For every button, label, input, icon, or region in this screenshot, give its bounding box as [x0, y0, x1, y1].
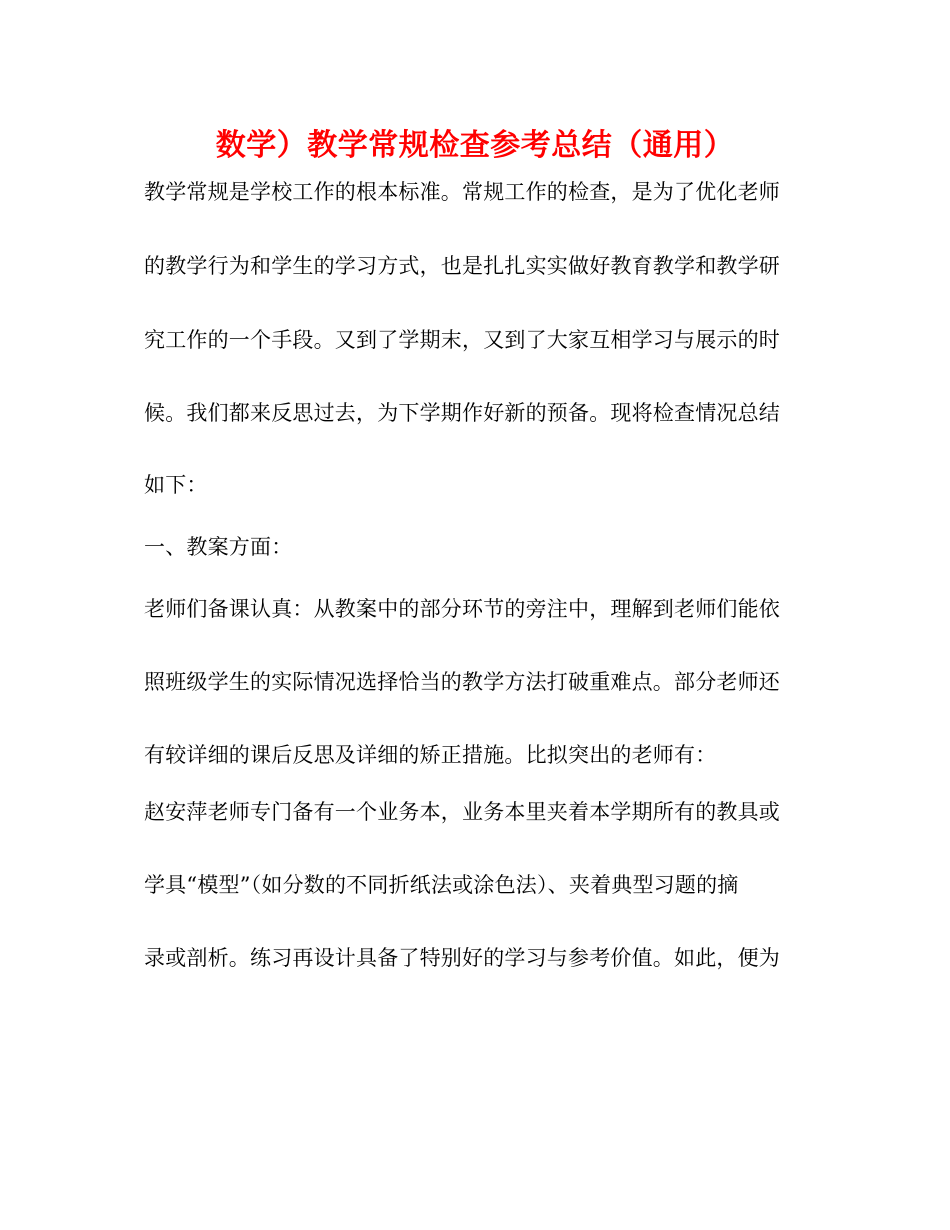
paragraph-line: 的教学行为和学生的学习方式，也是扎扎实实做好教育教学和教学研: [144, 254, 780, 278]
paragraph-line: 老师们备课认真：从教案中的部分环节的旁注中，理解到老师们能依: [144, 597, 780, 621]
paragraph-line: 究工作的一个手段。又到了学期末，又到了大家互相学习与展示的时: [144, 328, 780, 352]
section-heading: 一、教案方面：: [144, 535, 293, 559]
paragraph-line: 教学常规是学校工作的根本标准。常规工作的检查，是为了优化老师: [144, 180, 780, 204]
paragraph-line: 录或剖析。练习再设计具备了特别好的学习与参考价值。如此，便为: [144, 946, 780, 970]
paragraph-line: 有较详细的课后反思及详细的矫正措施。比拟突出的老师有：: [144, 743, 717, 767]
paragraph-line: 如下：: [144, 473, 208, 497]
paragraph-line: 学具“模型”（如分数的不同折纸法或涂色法）、夹着典型习题的摘: [144, 873, 739, 897]
document-title: 数学）教学常规检查参考总结（通用）: [215, 128, 735, 163]
paragraph-line: 赵安萍老师专门备有一个业务本，业务本里夹着本学期所有的教具或: [144, 800, 780, 824]
paragraph-line: 候。我们都来反思过去，为下学期作好新的预备。现将检查情况总结: [144, 401, 780, 425]
paragraph-line: 照班级学生的实际情况选择恰当的教学方法打破重难点。部分老师还: [144, 670, 780, 694]
